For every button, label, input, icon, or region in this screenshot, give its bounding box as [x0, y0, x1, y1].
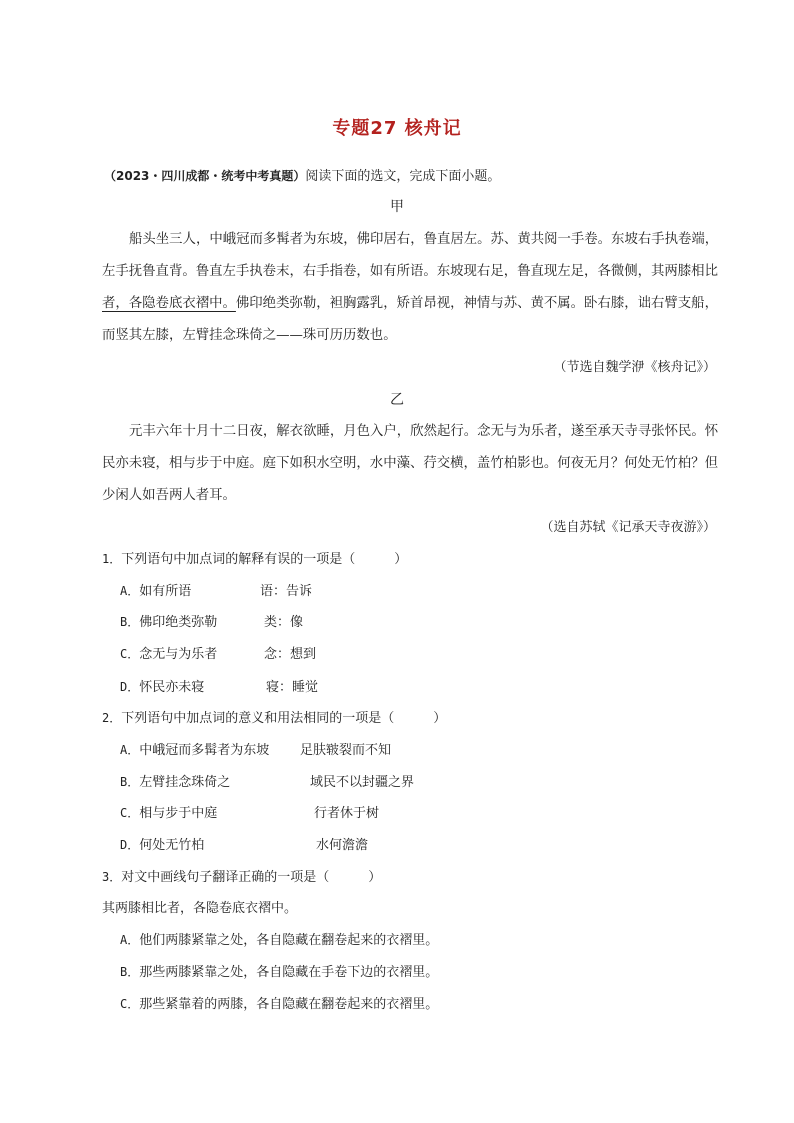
q1-option-b-gloss: 类：像 — [264, 615, 304, 630]
passage-a-heading: 甲 — [390, 199, 404, 215]
page-title: 专题27 核舟记 — [332, 118, 462, 139]
q2-option-c: C．相与步于中庭 — [120, 806, 218, 821]
exam-source: （2023・四川成都・统考中考真题） — [104, 169, 306, 183]
q1-option-a: A．如有所语 — [120, 584, 192, 599]
question-stem: 下列语句中加点词的意义和用法相同的一项是（ ） — [121, 711, 447, 726]
passage-b-citation: （选自苏轼《记承天寺夜游》） — [540, 520, 716, 535]
passage-b-line: 少闲人如吾两人者耳。 — [102, 488, 236, 503]
q1-option-b: B．佛印绝类弥勒 — [120, 615, 218, 630]
q2-option-d-compare: 水何澹澹 — [316, 838, 369, 853]
q2-option-b: B．左臂挂念珠倚之 — [120, 775, 231, 790]
q3-target-sentence: 其两膝相比者，各隐卷底衣褶中。 — [102, 901, 298, 916]
passage-a-text — [102, 224, 722, 352]
passage-b-line: 元丰六年十月十二日夜，解衣欲睡，月色入户，欣然起行。念无与为乐者，遂至承天寺寻张怀民。怀 — [129, 424, 719, 439]
q2-option-d: D．何处无竹柏 — [120, 838, 205, 853]
passage-a-line: 者，各隐卷底衣褶中。佛印绝类弥勒，袒胸露乳，矫首昂视，神情与苏、黄不属。卧右膝，诎右臂支船， — [102, 296, 718, 311]
underlined-sentence: 者，各隐卷底衣褶中。 — [102, 296, 236, 311]
question-2: 2．下列语句中加点词的意义和用法相同的一项是（ ） — [102, 711, 447, 726]
passage-a-line: 左手抚鲁直背。鲁直左手执卷末，右手指卷，如有所语。东坡现右足，鲁直现左足，各微侧，其两膝相比 — [102, 264, 718, 279]
q1-option-c-gloss: 念：想到 — [264, 647, 317, 662]
q1-option-d: D．怀民亦未寝 — [120, 680, 205, 695]
q2-option-c-compare: 行者休于树 — [314, 806, 380, 821]
passage-a-line: 船头坐三人，中峨冠而多髯者为东坡，佛印居右，鲁直居左。苏、黄共阅一手卷。东坡右手执卷端， — [129, 232, 719, 247]
q3-option-b: B．那些两膝紧靠之处，各自隐藏在手卷下边的衣褶里。 — [120, 965, 439, 980]
passage-b-line: 民亦未寝，相与步于中庭。庭下如积水空明，水中藻、荇交横，盖竹柏影也。何夜无月？何处无竹柏？但 — [102, 456, 718, 471]
question-stem: 下列语句中加点词的解释有误的一项是（ ） — [121, 552, 408, 567]
question-source-line — [104, 165, 500, 184]
q1-option-d-gloss: 寝：睡觉 — [266, 680, 319, 695]
q1-option-a-gloss: 语：告诉 — [260, 584, 313, 599]
q1-option-c: C．念无与为乐者 — [120, 647, 218, 662]
q3-option-c: C．那些紧靠着的两膝，各自隐藏在翻卷起来的衣褶里。 — [120, 997, 439, 1012]
passage-b-heading: 乙 — [390, 392, 404, 408]
passage-a-line: 而竖其左膝，左臂挂念珠倚之——珠可历历数也。 — [102, 328, 397, 343]
passage-a-citation: （节选自魏学洢《核舟记》） — [553, 360, 716, 375]
question-stem: 对文中画线句子翻译正确的一项是（ ） — [121, 870, 382, 885]
q3-option-a: A．他们两膝紧靠之处，各自隐藏在翻卷起来的衣褶里。 — [120, 933, 439, 948]
q2-option-b-compare: 域民不以封疆之界 — [310, 775, 415, 790]
q2-option-a: A．中峨冠而多髯者为东坡 — [120, 743, 270, 758]
question-3: 3．对文中画线句子翻译正确的一项是（ ） — [102, 870, 382, 885]
question-1: 1．下列语句中加点词的解释有误的一项是（ ） — [102, 552, 408, 567]
instruction-text: 阅读下面的选文，完成下面小题。 — [305, 169, 501, 184]
q2-option-a-compare: 足肤皲裂而不知 — [300, 743, 392, 758]
passage-b-text — [102, 416, 722, 512]
